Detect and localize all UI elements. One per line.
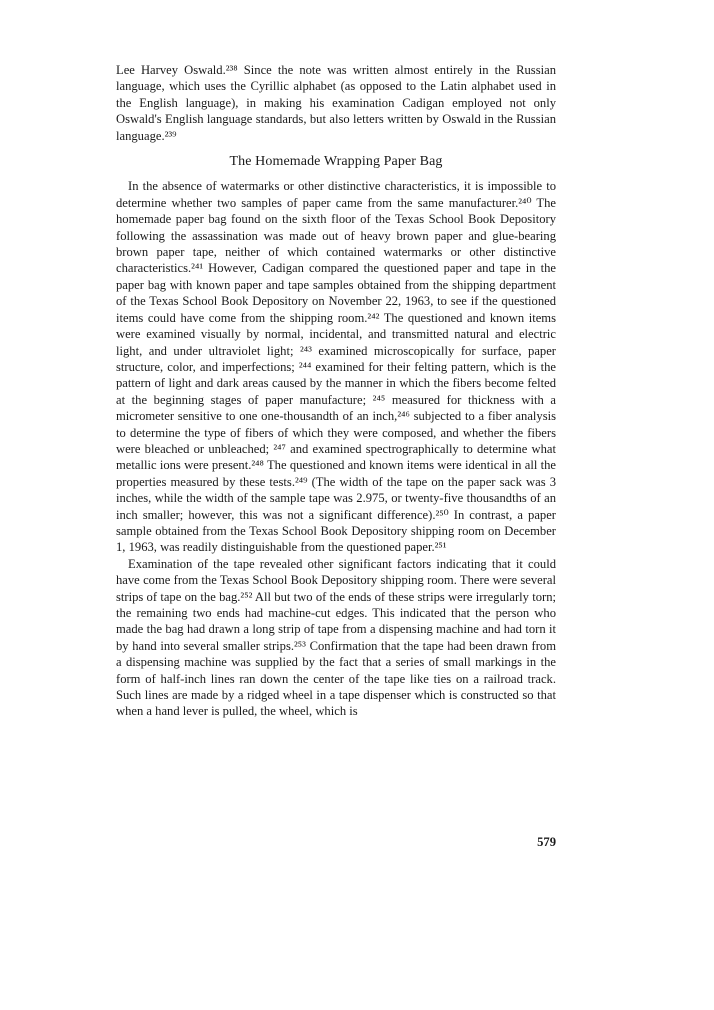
document-page xyxy=(116,62,556,849)
paragraph-paper-comparison: In the absence of watermarks or other distinctive characteristics, it is impossible to determine whether two samples of paper came from the same manufacturer.²⁴⁰ The homemade paper bag found on the sixth floor of the Texas School Book Depository following the assassination was made out of heavy brown paper and glue-bearing brown paper tape, neither of which contained watermarks or other distinctive characteristics.²⁴¹ However, Cadigan compared the questioned paper and tape in the paper bag with known paper and tape samples obtained from the shipping department of the Texas School Book Depository on November 22, 1963, to see if the questioned items could have come from the shipping room.²⁴² The questioned and known items were examined visually by normal, incidental, and transmitted natural and electric light, and under ultraviolet light; ²⁴³ examined microscopically for surface, paper structure, color, and imperfections; ²⁴⁴ examined for their felting pattern, which is the pattern of light and dark areas caused by the manner in which the fibers become felted at the beginning stages of paper manufacture; ²⁴⁵ measured for thickness with a micrometer sensitive to one one-thousandth of an inch,²⁴⁶ subjected to a fiber analysis to determine the type of fibers of which they were composed, and whether the fibers were bleached or unbleached; ²⁴⁷ and examined spectrographically to determine what metallic ions were present.²⁴⁸ The questioned and known items were identical in all the properties measured by these tests.²⁴⁹ (The width of the tape on the paper sack was 3 inches, while the width of the sample tape was 2.975, or twenty-five thousandths of an inch smaller; however, this was not a significant difference).²⁵⁰ In contrast, a paper sample obtained from the Texas School Book Depository shipping room on December 1, 1963, was readily distinguishable from the questioned paper.²⁵¹ xyxy=(116,179,556,555)
page-number: 579 xyxy=(537,835,556,849)
paragraph-tape-examination: Examination of the tape revealed other significant factors indicating that it could have come from the Texas School Book Depository shipping room. There were several strips of tape on the bag.²⁵² All but two of the ends of these strips were irregularly torn; the remaining two ends had machine-cut edges. This indicated that the person who made the bag had drawn a long strip of tape from a dispensing machine and had torn it by hand into several smaller strips.²⁵³ Confirmation that the tape had been drawn from a dispensing machine was supplied by the fact that a series of small markings in the form of half-inch lines ran down the center of the tape like ties on a railroad track. Such lines are made by a ridged wheel in a tape dispenser which is constructed so that when a hand lever is pulled, the wheel, which is xyxy=(116,556,556,719)
section-heading: The Homemade Wrapping Paper Bag xyxy=(229,154,443,170)
paragraph-oswald-note: Lee Harvey Oswald.²³⁸ Since the note was written almost entirely in the Russian language, which uses the Cyrillic alphabet (as opposed to the Latin alphabet used in the English language), in making his examination Cadigan employed not only Oswald's English language standards, but also letters written by Oswald in the Russian language.²³⁹ xyxy=(116,63,556,143)
